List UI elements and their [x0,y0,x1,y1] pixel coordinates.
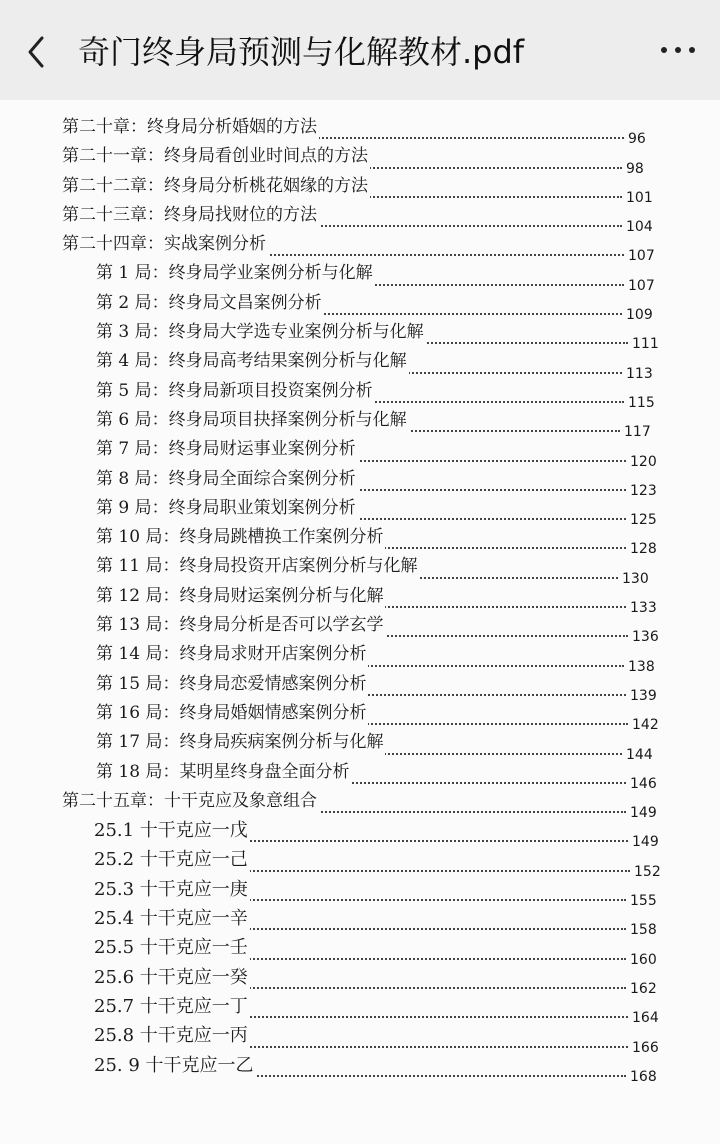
toc-page-number: 101 [626,189,653,206]
toc-entry-title: 25.3 十干克应一庚 [94,875,250,904]
toc-page-number: 164 [632,1010,659,1027]
toc-page-number: 166 [632,1039,659,1056]
toc-entry-title: 第二十二章：终身局分析桃花姻缘的方法 [62,172,370,201]
toc-page-number: 111 [632,336,659,353]
toc-page-number: 142 [632,717,659,734]
toc-page-number: 113 [626,365,653,382]
toc-page-number: 162 [630,980,657,997]
toc-entry-title: 25.1 十干克应一戊 [94,816,250,845]
toc-page-number: 144 [626,746,653,763]
toc-entry-title: 第二十三章：终身局找财位的方法 [62,201,319,230]
toc-page-number: 158 [630,922,657,939]
toc-entry-title: 25.6 十干克应一癸 [94,963,250,992]
toc-entry-title: 第 11 局：终身局投资开店案例分析与化解 [96,552,419,581]
toc-entry-title: 第二十四章：实战案例分析 [62,230,268,259]
back-button[interactable] [22,34,52,70]
toc-page-number: 149 [632,834,659,851]
document-title: 奇门终身局预测与化解教材.pdf [78,33,525,71]
pdf-page[interactable] [0,100,720,1144]
toc-page-number: 109 [626,307,653,324]
toc-page-number: 104 [626,219,653,236]
toc-page-number: 133 [630,600,657,617]
toc-entry[interactable] [0,1056,720,1085]
toc-entry-title: 第 3 局：终身局大学选专业案例分析与化解 [96,318,426,347]
toc-entry-title: 第 18 局：某明星终身盘全面分析 [96,758,351,787]
toc-entry-title: 第 13 局：终身局分析是否可以学玄学 [96,611,385,640]
toc-page-number: 146 [630,775,657,792]
toc-entry-title: 第 7 局：终身局财运事业案例分析 [96,435,358,464]
toc-page-number: 136 [632,629,659,646]
toc-entry-title: 第 9 局：终身局职业策划案例分析 [96,494,358,523]
toc-entry-title: 第二十五章：十干克应及象意组合 [62,787,319,816]
toc-page-number: 123 [630,482,657,499]
toc-page-number: 128 [630,541,657,558]
toc-entry-title: 第 10 局：终身局跳槽换工作案例分析 [96,523,385,552]
toc-entry-title: 第 16 局：终身局婚姻情感案例分析 [96,699,368,728]
toc-entry-title: 25.5 十干克应一壬 [94,933,250,962]
toc-entry-title: 第 17 局：终身局疾病案例分析与化解 [96,728,385,757]
toc-page-number: 125 [630,512,657,529]
toc-page-number: 107 [628,248,655,265]
toc-entry-title: 第 4 局：终身局高考结果案例分析与化解 [96,347,409,376]
toc-entry-title: 第 6 局：终身局项目抉择案例分析与化解 [96,406,409,435]
toc-entry-title: 25.8 十干克应一丙 [94,1021,250,1050]
toc-page-number: 130 [622,570,649,587]
toc-entry-title: 第 1 局：终身局学业案例分析与化解 [96,259,375,288]
more-horizontal-icon [658,38,698,62]
toc-page-number: 96 [628,131,646,148]
toc-entry-title: 第 5 局：终身局新项目投资案例分析 [96,377,375,406]
toc-page-number: 168 [630,1068,657,1085]
toc-page-number: 155 [630,893,657,910]
toc-entry-title: 第 12 局：终身局财运案例分析与化解 [96,582,385,611]
toc-entry-title: 第 15 局：终身局恋爱情感案例分析 [96,670,368,699]
toc-entry-title: 第二十章：终身局分析婚姻的方法 [62,113,319,142]
table-of-contents [0,118,720,1085]
toc-entry-title: 25.7 十干克应一丁 [94,992,250,1021]
toc-page-number: 115 [628,394,655,411]
more-button[interactable] [658,38,698,62]
toc-entry-title: 第 14 局：终身局求财开店案例分析 [96,640,368,669]
toc-entry-title: 25.2 十干克应一己 [94,845,250,874]
toc-page-number: 138 [628,658,655,675]
top-bar [0,0,720,100]
toc-page-number: 107 [628,277,655,294]
toc-page-number: 117 [624,424,651,441]
toc-entry-title: 25. 9 十干克应一乙 [94,1051,256,1080]
toc-page-number: 149 [630,805,657,822]
toc-page-number: 160 [630,951,657,968]
toc-entry-title: 第 8 局：终身局全面综合案例分析 [96,465,358,494]
toc-page-number: 139 [630,687,657,704]
toc-entry-title: 第二十一章：终身局看创业时间点的方法 [62,142,370,171]
toc-entry-title: 第 2 局：终身局文昌案例分析 [96,289,324,318]
toc-page-number: 120 [630,453,657,470]
toc-entry-title: 25.4 十干克应一辛 [94,904,250,933]
toc-page-number: 152 [634,863,661,880]
toc-page-number: 98 [626,160,644,177]
chevron-left-icon [22,34,52,70]
